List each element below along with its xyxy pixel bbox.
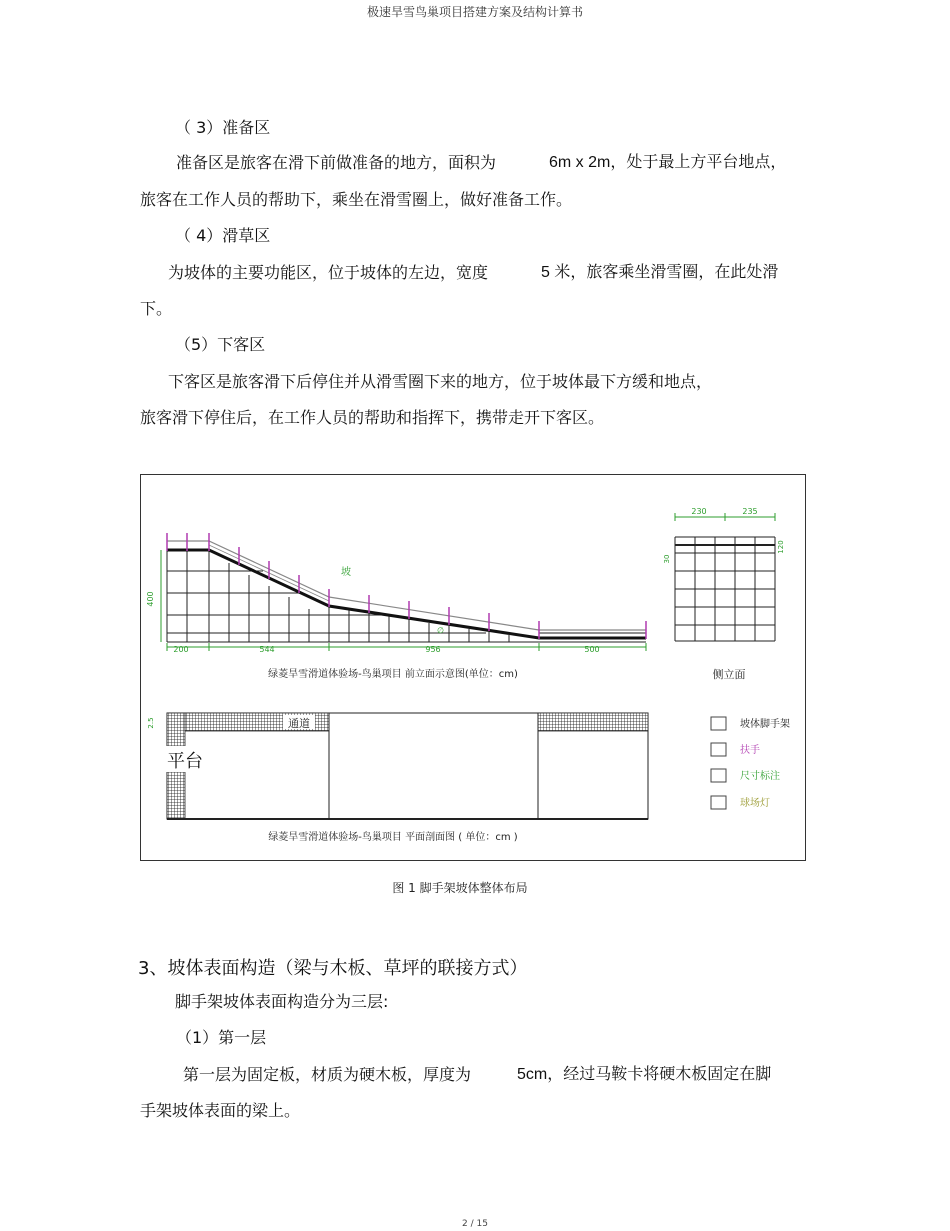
legend-swatch-dimension	[711, 769, 726, 782]
side-dim-2: 235	[742, 507, 758, 516]
section-3-text-b: 6m x 2m，处于最上方平台地点，	[549, 154, 787, 171]
section-4-text-b: 5 米，旅客乘坐滑雪圈，在此处滑	[541, 264, 779, 281]
plan-title: 绿菱旱雪滑道体验场-鸟巢项目 平面剖面图 ( 单位：cm )	[268, 832, 518, 843]
side-elevation	[675, 537, 775, 641]
front-dim-3: 956	[425, 645, 441, 654]
section-5-text-2: 旅客滑下停住后，在工作人员的帮助和指挥下，携带走开下客区。	[140, 408, 605, 427]
section-3-text-a: 准备区是旅客在滑下前做准备的地方，面积为	[176, 153, 497, 172]
front-dimension-line	[161, 550, 646, 651]
legend-swatch-handrail	[711, 743, 726, 756]
side-left-label: 30	[663, 554, 671, 564]
plan-view	[166, 713, 648, 819]
front-slope-label: 坡	[341, 567, 351, 578]
front-title: 绿菱旱雪滑道体验场-鸟巢项目 前立面示意图(单位：cm)	[268, 669, 518, 680]
side-title: 侧立面	[712, 668, 746, 681]
legend	[711, 717, 726, 809]
handrail-posts	[167, 533, 646, 639]
layout-figure	[140, 474, 806, 861]
legend-label-dimension: 尺寸标注	[740, 771, 780, 782]
layer-1-text-2: 手架坡体表面的梁上。	[140, 1101, 301, 1120]
front-dim-2: 544	[259, 645, 275, 654]
plan-channel-label: 通道	[288, 717, 310, 730]
section-5-text-1: 下客区是旅客滑下后停住并从滑雪圈下来的地方，位于坡体最下方缓和地点，	[168, 372, 713, 391]
front-height-label: 400	[146, 591, 155, 607]
page-number: 2 / 15	[462, 1219, 488, 1229]
section-4-text-a: 为坡体的主要功能区，位于坡体的左边，宽度	[168, 263, 489, 282]
section-5-title: （5）下客区	[175, 335, 266, 354]
legend-label-scaffold: 坡体脚手架	[740, 719, 790, 730]
legend-label-handrail: 扶手	[740, 745, 760, 756]
plan-left-label: 2.5	[147, 717, 155, 729]
plan-platform-label: 平台	[167, 751, 203, 772]
section-3-text-2: 旅客在工作人员的帮助下，乘坐在滑雪圈上，做好准备工作。	[140, 190, 573, 209]
section-3-heading: 3、坡体表面构造（梁与木板、草坪的联接方式）	[138, 958, 528, 979]
section-4-title: （ 4）滑草区	[175, 226, 271, 245]
front-slope-label-2: ∅	[437, 626, 444, 635]
layer-1-title: （1）第一层	[176, 1028, 267, 1047]
figure-drawing	[141, 475, 805, 860]
side-right-label: 120	[777, 540, 785, 554]
figure-caption: 图 1 脚手架坡体整体布局	[392, 881, 528, 895]
legend-label-light: 球场灯	[740, 798, 770, 809]
section-3-title: （ 3）准备区	[175, 118, 271, 137]
layer-1-text-a: 第一层为固定板，材质为硬木板，厚度为	[183, 1065, 472, 1084]
legend-swatch-light	[711, 796, 726, 809]
section-3-intro: 脚手架坡体表面构造分为三层:	[175, 992, 389, 1011]
front-dim-1: 200	[173, 645, 189, 654]
front-dim-4: 500	[584, 645, 600, 654]
page-header: 极速旱雪鸟巢项目搭建方案及结构计算书	[366, 5, 583, 19]
legend-swatch-scaffold	[711, 717, 726, 730]
section-4-text-2: 下。	[140, 299, 173, 318]
side-dim-1: 230	[691, 507, 707, 516]
layer-1-text-b: 5cm，经过马鞍卡将硬木板固定在脚	[517, 1066, 772, 1083]
